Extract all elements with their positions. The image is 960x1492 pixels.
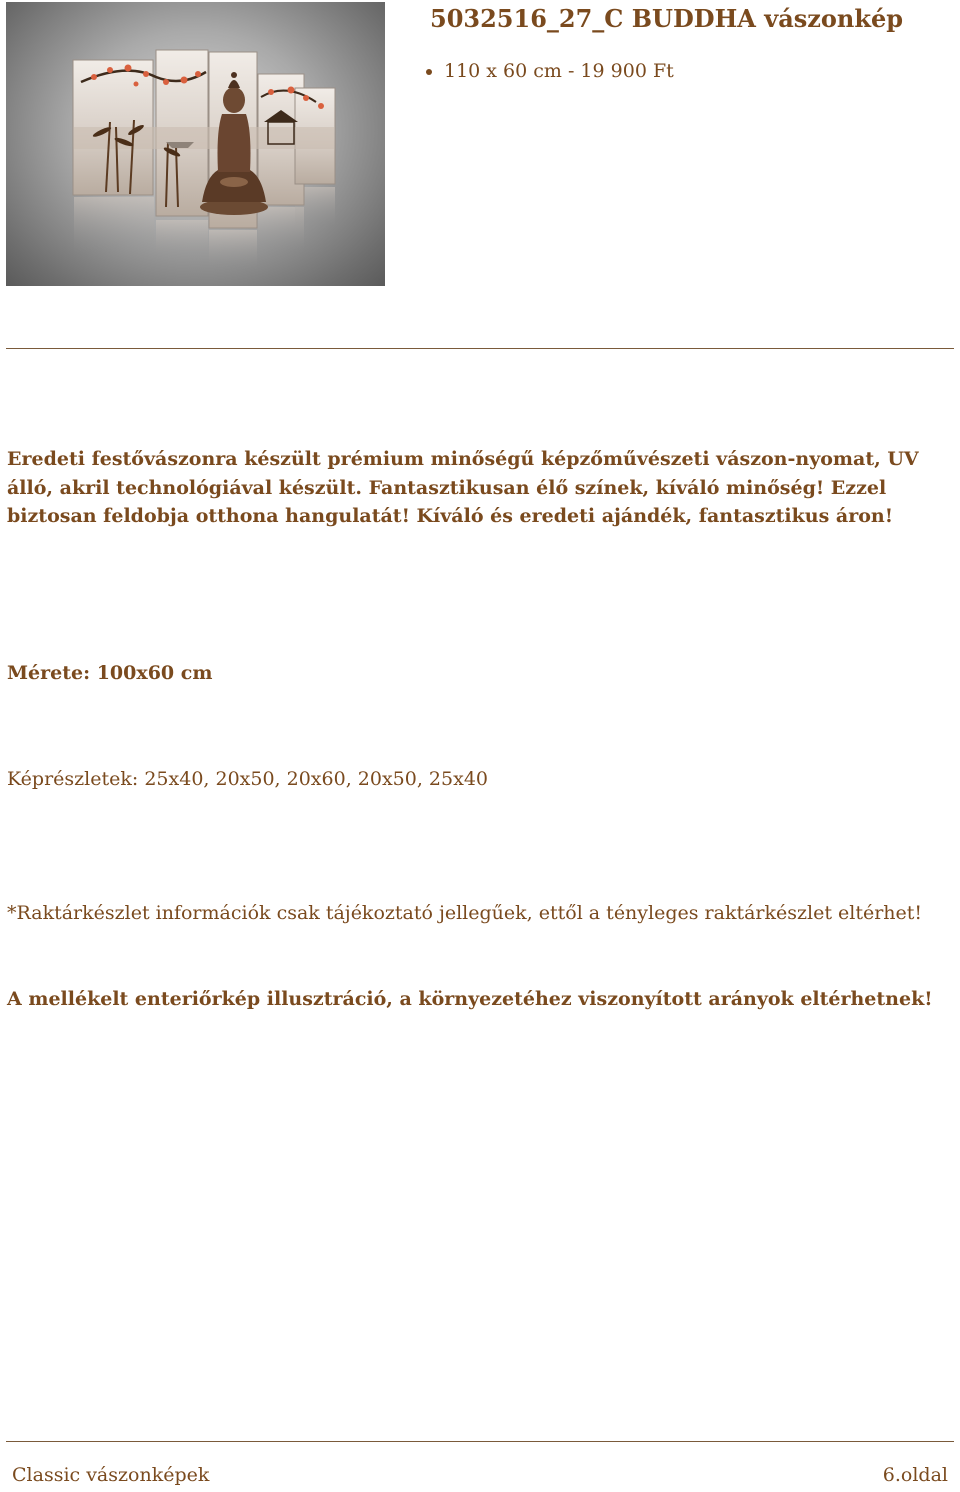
variant-item: • 110 x 60 cm - 19 900 Ft (444, 58, 674, 84)
buddha-canvas-illustration (6, 2, 385, 286)
product-description: Eredeti festővászonra készült prémium minőségű képzőművészeti vászon-nyomat, UV álló, akril technológiával készült. Fantasztikusan élő színek, kíváló minőség! Ezzel biztosan feldobja otthona hangulatát! Kíváló és eredeti ajándék, fantasztikus áron! (7, 448, 919, 527)
product-image (6, 2, 385, 286)
divider-top (6, 348, 954, 349)
product-title: 5032516_27_C BUDDHA vászonkép (430, 4, 904, 33)
footer-page-number: 6.oldal (882, 1464, 948, 1486)
size-text: Mérete: 100x60 cm (7, 662, 213, 684)
illustration-note: A mellékelt enteriőrkép illusztráció, a környezetéhez viszonyított arányok eltérhetnek! (7, 988, 933, 1010)
stock-note: *Raktárkészlet információk csak tájékoztató jellegűek, ettől a tényleges raktárkészlet eltérhet! (7, 902, 923, 924)
variant-list (426, 58, 674, 84)
footer-brand: Classic vászonképek (12, 1464, 210, 1486)
parts-text: Képrészletek: 25x40, 20x50, 20x60, 20x50, 25x40 (7, 768, 488, 790)
divider-bottom (6, 1441, 954, 1442)
